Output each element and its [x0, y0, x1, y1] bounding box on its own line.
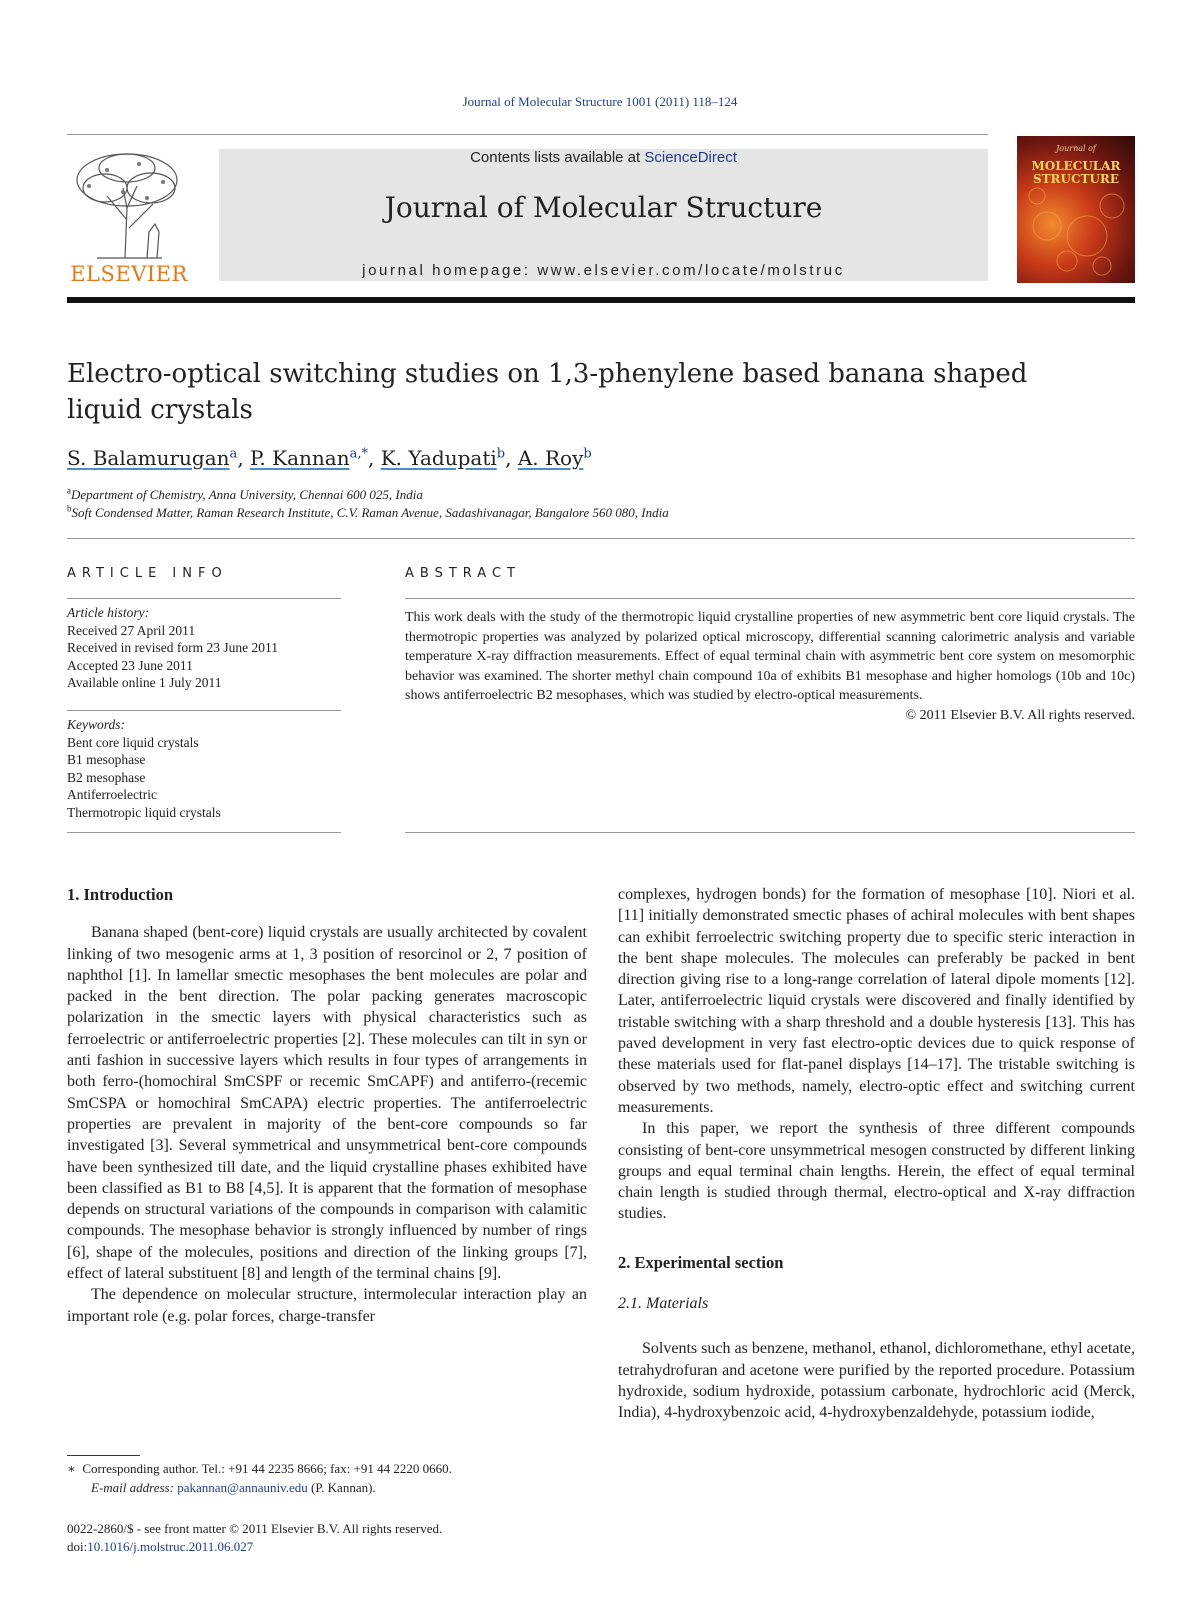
asterisk-icon: ∗: [67, 1461, 83, 1476]
author-affiliation-mark: b: [496, 446, 506, 462]
history-item: Available online 1 July 2011: [67, 675, 222, 690]
keyword-item: Thermotropic liquid crystals: [67, 804, 221, 820]
body-paragraph: Banana shaped (bent-core) liquid crystals are usually architected by covalent linking of two mesogenic arms at 1, 3 position of resorcinol or 2, 7 position of naphthol [1]. In lamellar smectic mesophases the bent molecules are polar and packed in the bent direction. The polar packing generates macroscopic polarization in the smectic layers with physical characteristics such as ferroelectric or antiferroelectric properties [2]. These molecules can tilt in syn or anti fashion in successive layers which results in four types of arrangements in both ferro-(homochiral SmCSPF or recemic SmCAPF) and antiferro-(recemic SmCSPA or homochiral SmCAPA) electric properties. The antiferroelectric properties are prevalent in majority of the bent-core compounds so far investigated [3]. Several symmetrical and unsymmetrical bent-core compounds have been synthesized till date, and the liquid crystalline phases exhibited have been classified as B1 to B8 [4,5]. It is apparent that the formation of mesophase depends on structural variations of the compounds in comparison with calamitic compounds. The mesophase behavior is strongly influenced by number of rings [6], shape of the molecules, positions and direction of the linking groups [7], effect of lateral substituent [8] and length of the terminal chains [9].: [67, 924, 587, 1283]
keywords: [67, 716, 341, 821]
body-paragraph: The dependence on molecular structure, intermolecular interaction play an important role (e.g. polar forces, charge-transfer: [67, 1286, 587, 1325]
abstract-heading: ABSTRACT: [405, 566, 521, 581]
elsevier-wordmark: ELSEVIER: [70, 262, 188, 286]
header-rule: [67, 134, 988, 135]
journal-banner: [219, 149, 988, 281]
doi-link[interactable]: 10.1016/j.molstruc.2011.06.027: [87, 1539, 254, 1554]
keywords-label: Keywords:: [67, 717, 125, 732]
tree-icon: [67, 148, 191, 260]
issn-line: 0022-2860/$ - see front matter © 2011 Elsevier B.V. All rights reserved.: [67, 1521, 443, 1536]
body-paragraph: complexes, hydrogen bonds) for the formation of mesophase [10]. Niori et al. [11] initially demonstrated smectic phases of achiral molecules with bent shapes can exhibit ferroelectric switching property due to specific steric interaction in the bent shape molecules. The molecules can preferably be packed in bent direction giving rise to a long-range correlation of lateral dipole moments [12]. Later, antiferroelectric liquid crystals were discovered and finally identified by tristable switching with a sharp threshold and a double hysteresis [13]. This has paved development in very fast electro-optic devices due to quick response of these materials used for flat-panel displays [14–17]. The tristable switching is observed by two methods, namely, electro-optic effect and switching current measurements.: [618, 886, 1135, 1116]
journal-homepage[interactable]: journal homepage: www.elsevier.com/locate/molstruc: [362, 262, 845, 279]
author-name[interactable]: S. Balamurugan: [67, 446, 230, 470]
abstract-copyright: © 2011 Elsevier B.V. All rights reserved.: [905, 707, 1135, 723]
keyword-item: Bent core liquid crystals: [67, 734, 199, 750]
email-link[interactable]: pakannan@annauniv.edu: [177, 1480, 308, 1495]
email-line: E-mail address: pakannan@annauniv.edu (P. Kannan).: [91, 1480, 376, 1495]
author-name[interactable]: P. Kannan: [250, 446, 350, 470]
author-name[interactable]: A. Roy: [517, 446, 584, 470]
header-thick-rule: [67, 297, 1135, 303]
history-item: Received 27 April 2011: [67, 622, 196, 638]
info-rule: [67, 598, 341, 599]
article-history: [67, 604, 341, 692]
abstract-rule: [405, 598, 1135, 599]
keyword-item: Antiferroelectric: [67, 787, 157, 802]
affiliation: $^a$Department of Chemistry, Anna University, Chennai 600 025, India: [67, 485, 423, 502]
info-rule: [67, 832, 341, 833]
info-rule: [67, 710, 341, 711]
history-item: Accepted 23 June 2011: [67, 657, 193, 673]
body-paragraph: Solvents such as benzene, methanol, ethanol, dichloromethane, ethyl acetate, tetrahydrofuran and acetone were purified by the reported procedure. Potassium hydroxide, sodium hydroxide, potassium carbonate, hydrochloric acid (Merck, India), 4-hydroxybenzoic acid, 4-hydroxybenzaldehyde, potassium iodide,: [618, 1340, 1135, 1422]
keyword-item: B1 mesophase: [67, 752, 146, 767]
sciencedirect-link[interactable]: ScienceDirect: [644, 149, 737, 166]
body-right-column: [618, 884, 1135, 1424]
section-rule: [67, 538, 1135, 539]
section-heading: 2. Experimental section: [618, 1252, 784, 1272]
elsevier-logo[interactable]: [67, 148, 191, 286]
section-heading: 1. Introduction: [67, 885, 174, 904]
author-affiliation-mark: a: [229, 446, 238, 462]
cover-subtitle: Journal of: [1056, 144, 1096, 153]
author-affiliation-mark: a,*: [349, 446, 368, 462]
article-info-heading: ARTICLE INFO: [67, 566, 228, 581]
article-title: Electro-optical switching studies on 1,3-phenylene based banana shaped liquid crystals: [67, 359, 1028, 425]
body-left-column: [67, 884, 587, 1327]
history-label: Article history:: [67, 605, 150, 620]
abstract-body: [405, 608, 1135, 725]
cover-title: MOLECULAR STRUCTURE: [1031, 159, 1121, 186]
keyword-item: B2 mesophase: [67, 769, 146, 785]
history-item: Received in revised form 23 June 2011: [67, 640, 278, 655]
footnote: [67, 1459, 452, 1497]
doi-line: doi:10.1016/j.molstruc.2011.06.027: [67, 1539, 254, 1554]
author-list: S. Balamurugan$^a$, P. Kannan$^{a,*}$, K. Yadupati$^b$, A. Roy$^b$: [67, 446, 592, 470]
body-paragraph: In this paper, we report the synthesis of three different compounds consisting of bent-core unsymmetrical mesogen constructed by different linking groups and equal terminal chain lengths. Herein, the effect of equal terminal chain length is studied through thermal, electro-optical and X-ray diffraction studies.: [618, 1120, 1135, 1223]
journal-title: Journal of Molecular Structure: [384, 191, 823, 224]
affiliation: $^b$Soft Condensed Matter, Raman Research Institute, C.V. Raman Avenue, Sadashivanagar, Bangalore 560 080, India: [67, 503, 669, 520]
subsection-heading: 2.1. Materials: [618, 1295, 709, 1313]
journal-cover[interactable]: [1017, 136, 1135, 283]
footnote-rule: [67, 1455, 140, 1456]
author-affiliation-mark: b: [583, 446, 592, 462]
page-footer: [67, 1520, 442, 1556]
contents-availability: Contents lists available at ScienceDirect: [470, 149, 737, 166]
abstract-text: This work deals with the study of the thermotropic liquid crystalline properties of new asymmetric bent core liquid crystals. The thermotropic properties was analyzed by polarized optical microscopy, differential scanning calorimetric analysis and variable temperature X-ray diffraction measurements. Effect of equal terminal chain with asymmetric bent core system on mesomorphic behavior was examined. The shorter methyl chain compound 10a of exhibits B1 mesophase and higher homologs (10b and 10c) shows antiferroelectric B2 mesophases, which was studied by electro-optical measurements.: [405, 610, 1135, 703]
corresponding-author-note: ∗ Corresponding author. Tel.: +91 44 2235 8666; fax: +91 44 2220 0660.: [67, 1461, 452, 1476]
author-name[interactable]: K. Yadupati: [380, 446, 497, 470]
journal-reference[interactable]: Journal of Molecular Structure 1001 (2011) 118–124: [462, 94, 738, 109]
abstract-rule: [405, 832, 1135, 833]
